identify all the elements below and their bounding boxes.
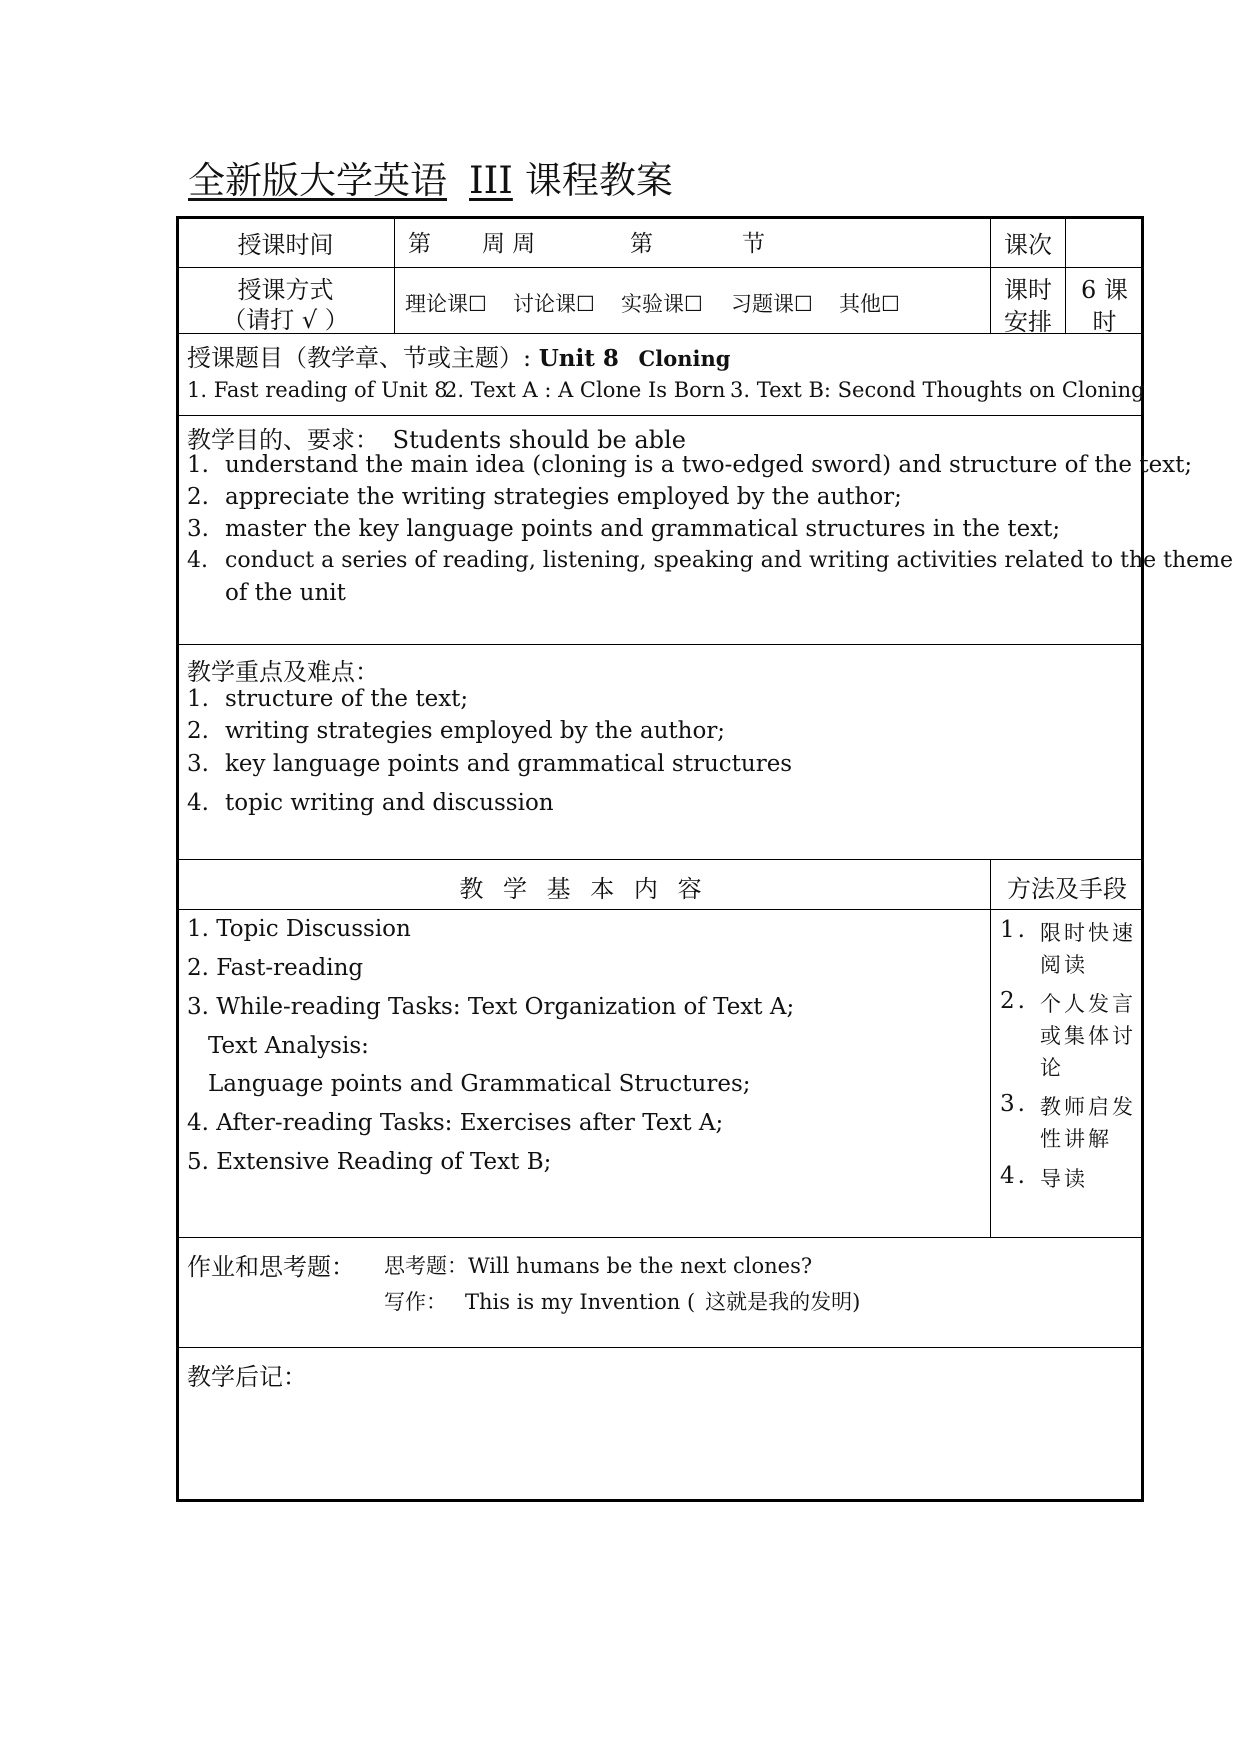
homework-writing — [384, 1286, 860, 1316]
homework-label: 作业和思考题： — [187, 1253, 355, 1281]
col-divider — [394, 217, 395, 333]
question-label: 思考题： — [384, 1254, 468, 1278]
topic-part: 3. Text B: Second Thoughts on Cloning — [730, 378, 1145, 402]
content-item: 1. Topic Discussion — [187, 916, 411, 942]
hours-value-line2: 时 — [1092, 308, 1117, 336]
time-label: 授课时间 — [237, 231, 334, 259]
content-item: 3. While-reading Tasks: Text Organization of Text A; — [187, 994, 795, 1020]
topic-part: 2. Text A : A Clone Is Born — [444, 378, 726, 402]
topic-part: 1. Fast reading of Unit 8 — [187, 378, 448, 402]
topic-name: Cloning — [638, 346, 731, 371]
row-divider — [177, 909, 1143, 910]
title-part2: 课程教案 — [524, 159, 673, 202]
method-item-cont: 性讲解 — [1040, 1127, 1112, 1151]
objectives-label — [187, 420, 686, 455]
row-divider — [177, 267, 1143, 268]
method-item-cont: 阅读 — [1040, 953, 1088, 977]
question-text: Will humans be the next clones? — [468, 1254, 813, 1278]
session-label: 课次 — [1004, 231, 1052, 259]
homework-question — [384, 1250, 812, 1280]
method-option[interactable]: 实验课☐ — [621, 292, 703, 316]
key-point-item: 4. topic writing and discussion — [187, 790, 554, 816]
objective-item: 1. understand the main idea (cloning is a two-edged sword) and structure of the text; — [187, 452, 1193, 478]
section-suffix: 节 — [742, 231, 765, 257]
title-level: III — [469, 159, 513, 202]
title-part1: 全新版大学英语 — [188, 159, 447, 202]
writing-text: This is my Invention ( — [465, 1290, 696, 1314]
topic-unit: Unit 8 — [538, 345, 619, 372]
method-label-line2: （请打 √ ） — [222, 306, 349, 334]
row-divider — [177, 644, 1143, 645]
topic-label-text: 授课题目（教学章、节或主题）: — [187, 344, 532, 372]
method-option[interactable]: 习题课☐ — [731, 292, 813, 316]
page-title — [188, 158, 673, 204]
topic-label — [187, 338, 730, 373]
row-divider — [177, 1347, 1143, 1348]
hours-label-line2: 安排 — [1004, 308, 1052, 336]
week-prefix: 第 — [408, 231, 431, 257]
method-option[interactable]: 理论课☐ — [405, 292, 487, 316]
row-divider — [177, 859, 1143, 860]
section-prefix: 第 — [630, 231, 653, 257]
content-item: 5. Extensive Reading of Text B; — [187, 1149, 552, 1175]
content-item: Text Analysis: — [208, 1033, 369, 1059]
method-item-cont: 或集体讨 — [1040, 1024, 1136, 1048]
method-item-cont: 论 — [1040, 1056, 1064, 1080]
content-item: 4. After-reading Tasks: Exercises after Text A; — [187, 1110, 724, 1136]
week-suffix: 周 周 — [482, 231, 536, 257]
key-point-item: 3. key language points and grammatical structures — [187, 751, 793, 777]
key-point-item: 2. writing strategies employed by the author; — [187, 718, 726, 744]
writing-cn: 这就是我的发明) — [705, 1290, 861, 1314]
hours-value-line1: 6 课 — [1081, 276, 1128, 304]
method-label-line1: 授课方式 — [237, 276, 334, 304]
content-item: Language points and Grammatical Structures; — [208, 1071, 751, 1097]
objective-item: 4. conduct a series of reading, listening, speaking and writing activities related to the theme — [187, 548, 1234, 573]
objective-item: 3. master the key language points and grammatical structures in the text; — [187, 516, 1061, 542]
methods-heading: 方法及手段 — [1007, 875, 1127, 903]
content-heading: 教 学 基 本 内 容 — [459, 875, 708, 903]
notes-label: 教学后记： — [187, 1363, 307, 1391]
method-option[interactable]: 讨论课☐ — [513, 292, 595, 316]
row-divider — [177, 415, 1143, 416]
content-item: 2. Fast-reading — [187, 955, 364, 981]
key-points-label: 教学重点及难点： — [187, 658, 379, 686]
method-option[interactable]: 其他☐ — [839, 292, 900, 316]
row-divider — [177, 1237, 1143, 1238]
key-point-item: 1. structure of the text; — [187, 686, 469, 712]
objective-item-cont: of the unit — [225, 580, 346, 606]
col-divider — [990, 859, 991, 1237]
writing-label: 写作： — [384, 1290, 447, 1314]
objectives-label-text: 教学目的、要求： — [187, 426, 379, 454]
objectives-intro: Students should be able — [392, 426, 686, 454]
objective-item: 2. appreciate the writing strategies employed by the author; — [187, 484, 902, 510]
hours-label-line1: 课时 — [1004, 276, 1052, 304]
